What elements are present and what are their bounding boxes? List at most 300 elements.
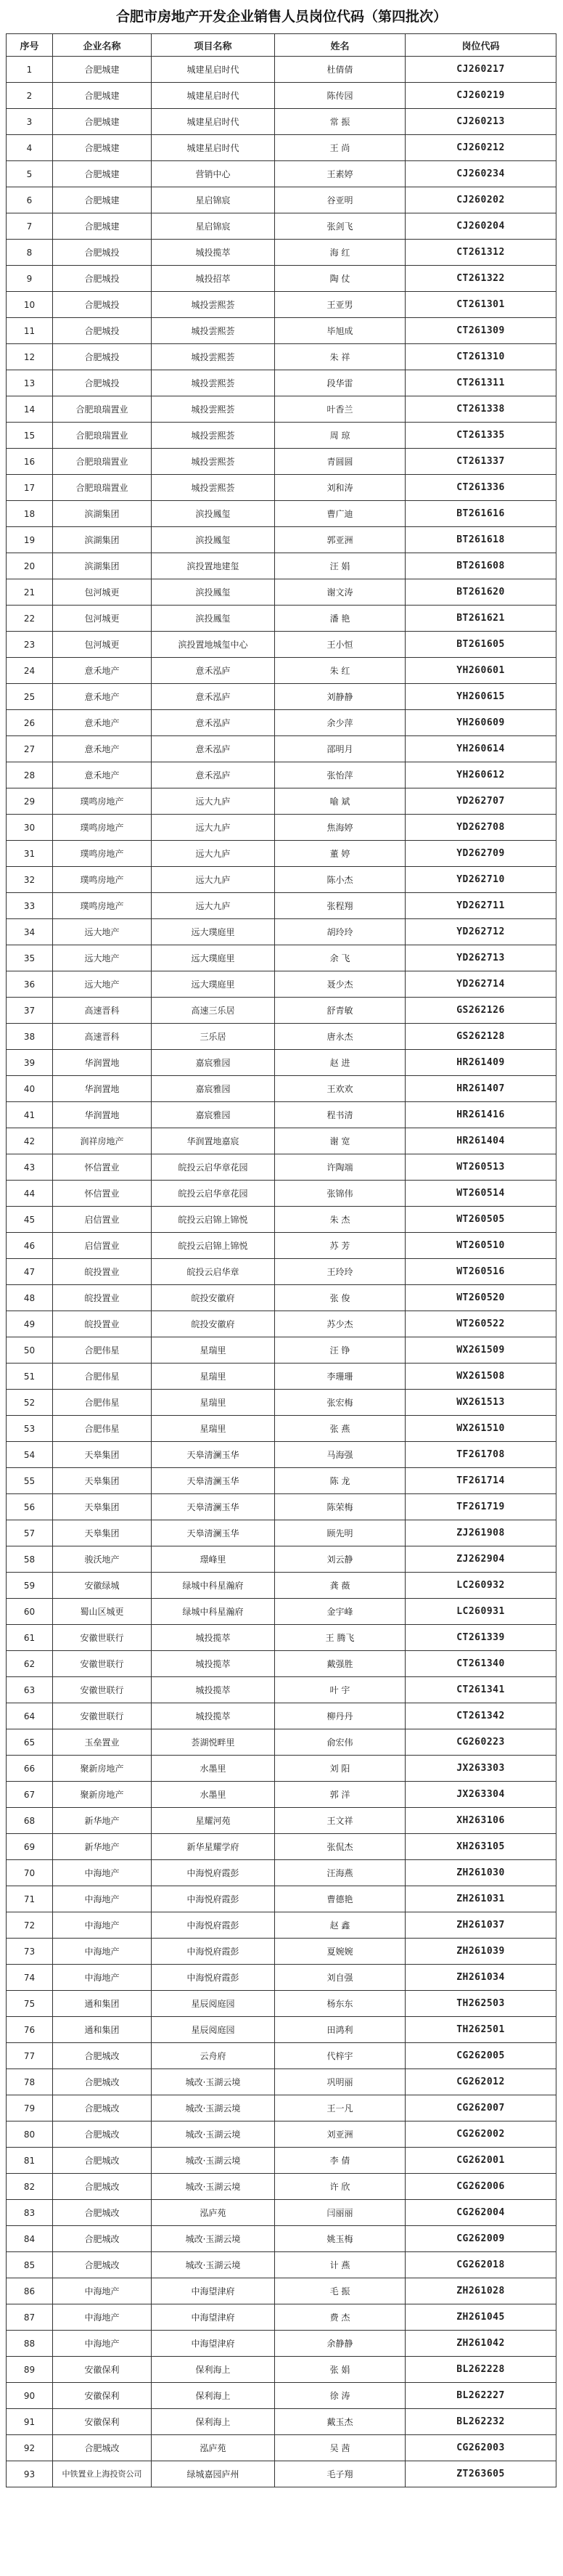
cell-seq: 4 bbox=[7, 135, 53, 161]
cell-company: 安徽保利 bbox=[53, 2409, 152, 2435]
cell-code: WT260510 bbox=[406, 1233, 556, 1259]
cell-seq: 76 bbox=[7, 2017, 53, 2043]
table-row bbox=[7, 501, 556, 527]
table-row bbox=[7, 998, 556, 1024]
cell-seq: 72 bbox=[7, 1912, 53, 1939]
cell-name: 赵 鑫 bbox=[275, 1912, 406, 1939]
table-row bbox=[7, 762, 556, 788]
table-row bbox=[7, 2043, 556, 2069]
cell-code: WT260514 bbox=[406, 1181, 556, 1207]
cell-name: 陈小杰 bbox=[275, 867, 406, 893]
table-row bbox=[7, 1416, 556, 1442]
table-row bbox=[7, 684, 556, 710]
table-row bbox=[7, 632, 556, 658]
table-row bbox=[7, 2200, 556, 2226]
cell-name: 聂少杰 bbox=[275, 971, 406, 998]
cell-seq: 55 bbox=[7, 1468, 53, 1494]
cell-seq: 3 bbox=[7, 109, 53, 135]
cell-code: CG262003 bbox=[406, 2435, 556, 2461]
cell-name: 程书清 bbox=[275, 1102, 406, 1128]
cell-seq: 29 bbox=[7, 788, 53, 815]
table-row bbox=[7, 1024, 556, 1050]
cell-code: CT261310 bbox=[406, 344, 556, 370]
cell-company: 滨湖集团 bbox=[53, 527, 152, 553]
cell-code: JX263303 bbox=[406, 1756, 556, 1782]
cell-seq: 90 bbox=[7, 2383, 53, 2409]
cell-seq: 7 bbox=[7, 213, 53, 240]
table-row bbox=[7, 606, 556, 632]
table-row bbox=[7, 1965, 556, 1991]
cell-project: 营销中心 bbox=[152, 161, 275, 187]
cell-name: 李珊珊 bbox=[275, 1364, 406, 1390]
cell-name: 计 燕 bbox=[275, 2252, 406, 2278]
cell-code: BT261608 bbox=[406, 553, 556, 579]
cell-project: 城建星启时代 bbox=[152, 83, 275, 109]
cell-company: 启信置业 bbox=[53, 1233, 152, 1259]
table-row bbox=[7, 1128, 556, 1154]
cell-code: JX263304 bbox=[406, 1782, 556, 1808]
cell-name: 许陶端 bbox=[275, 1154, 406, 1181]
cell-seq: 80 bbox=[7, 2121, 53, 2148]
table-row bbox=[7, 1520, 556, 1546]
cell-code: YD262708 bbox=[406, 815, 556, 841]
cell-company: 合肥城改 bbox=[53, 2148, 152, 2174]
cell-code: ZJ262904 bbox=[406, 1546, 556, 1573]
cell-name: 潘 艳 bbox=[275, 606, 406, 632]
cell-name: 张锦伟 bbox=[275, 1181, 406, 1207]
cell-project: 水墨里 bbox=[152, 1782, 275, 1808]
cell-seq: 75 bbox=[7, 1991, 53, 2017]
cell-seq: 27 bbox=[7, 736, 53, 762]
cell-company: 合肥伟星 bbox=[53, 1337, 152, 1364]
cell-seq: 49 bbox=[7, 1311, 53, 1337]
cell-code: XH263105 bbox=[406, 1834, 556, 1860]
cell-code: CT261311 bbox=[406, 370, 556, 396]
cell-project: 星辰阅庭园 bbox=[152, 2017, 275, 2043]
cell-company: 中海地产 bbox=[53, 1965, 152, 1991]
cell-seq: 30 bbox=[7, 815, 53, 841]
cell-name: 陈 龙 bbox=[275, 1468, 406, 1494]
cell-code: BL262227 bbox=[406, 2383, 556, 2409]
cell-seq: 41 bbox=[7, 1102, 53, 1128]
cell-seq: 84 bbox=[7, 2226, 53, 2252]
cell-company: 怀信置业 bbox=[53, 1181, 152, 1207]
cell-name: 王欢欢 bbox=[275, 1076, 406, 1102]
cell-project: 城投揽萃 bbox=[152, 1703, 275, 1729]
cell-company: 中海地产 bbox=[53, 1912, 152, 1939]
cell-code: CJ260219 bbox=[406, 83, 556, 109]
cell-code: CG262007 bbox=[406, 2095, 556, 2121]
table-row bbox=[7, 2174, 556, 2200]
cell-name: 王玲玲 bbox=[275, 1259, 406, 1285]
cell-project: 中海悦府霞彭 bbox=[152, 1939, 275, 1965]
cell-code: YH260612 bbox=[406, 762, 556, 788]
cell-company: 中海地产 bbox=[53, 2331, 152, 2357]
cell-code: WX261513 bbox=[406, 1390, 556, 1416]
table-row bbox=[7, 396, 556, 423]
cell-seq: 10 bbox=[7, 292, 53, 318]
cell-seq: 39 bbox=[7, 1050, 53, 1076]
cell-company: 通和集团 bbox=[53, 1991, 152, 2017]
cell-company: 合肥城改 bbox=[53, 2095, 152, 2121]
cell-company: 璞鸣房地产 bbox=[53, 815, 152, 841]
cell-project: 中海悦府霞彭 bbox=[152, 1912, 275, 1939]
table-row bbox=[7, 1259, 556, 1285]
cell-name: 许 欣 bbox=[275, 2174, 406, 2200]
cell-seq: 21 bbox=[7, 579, 53, 606]
cell-name: 舒青敏 bbox=[275, 998, 406, 1024]
cell-code: ZH261039 bbox=[406, 1939, 556, 1965]
cell-project: 星启锦宸 bbox=[152, 213, 275, 240]
cell-seq: 81 bbox=[7, 2148, 53, 2174]
table-row bbox=[7, 1886, 556, 1912]
cell-company: 合肥城改 bbox=[53, 2174, 152, 2200]
cell-name: 巩明丽 bbox=[275, 2069, 406, 2095]
cell-project: 城改·玉湖云境 bbox=[152, 2174, 275, 2200]
cell-name: 陈传园 bbox=[275, 83, 406, 109]
cell-project: 滨投鳳玺 bbox=[152, 527, 275, 553]
cell-name: 杨东东 bbox=[275, 1991, 406, 2017]
cell-code: CT261309 bbox=[406, 318, 556, 344]
cell-seq: 57 bbox=[7, 1520, 53, 1546]
cell-seq: 54 bbox=[7, 1442, 53, 1468]
cell-name: 余 飞 bbox=[275, 945, 406, 971]
cell-name: 张 娟 bbox=[275, 2357, 406, 2383]
cell-company: 合肥伟星 bbox=[53, 1416, 152, 1442]
cell-project: 三乐居 bbox=[152, 1024, 275, 1050]
cell-company: 中海地产 bbox=[53, 1860, 152, 1886]
cell-company: 合肥城投 bbox=[53, 370, 152, 396]
table-row bbox=[7, 1625, 556, 1651]
table-row bbox=[7, 1939, 556, 1965]
cell-name: 曹广迪 bbox=[275, 501, 406, 527]
cell-project: 星瑞里 bbox=[152, 1390, 275, 1416]
cell-code: BL262232 bbox=[406, 2409, 556, 2435]
cell-project: 泓庐苑 bbox=[152, 2200, 275, 2226]
cell-project: 意禾泓庐 bbox=[152, 762, 275, 788]
cell-name: 唐永杰 bbox=[275, 1024, 406, 1050]
cell-code: YD262709 bbox=[406, 841, 556, 867]
table-row bbox=[7, 2226, 556, 2252]
cell-name: 青圆圆 bbox=[275, 449, 406, 475]
cell-seq: 50 bbox=[7, 1337, 53, 1364]
cell-seq: 70 bbox=[7, 1860, 53, 1886]
cell-project: 城投雲熙荟 bbox=[152, 370, 275, 396]
cell-company: 合肥城改 bbox=[53, 2252, 152, 2278]
table-row bbox=[7, 1573, 556, 1599]
table-row bbox=[7, 1442, 556, 1468]
cell-seq: 59 bbox=[7, 1573, 53, 1599]
table-row bbox=[7, 370, 556, 396]
cell-project: 滨投置地城玺中心 bbox=[152, 632, 275, 658]
table-row bbox=[7, 2357, 556, 2383]
table-row bbox=[7, 344, 556, 370]
header-code: 岗位代码 bbox=[406, 34, 556, 57]
cell-code: CT261335 bbox=[406, 423, 556, 449]
cell-project: 城投揽萃 bbox=[152, 1625, 275, 1651]
cell-project: 皖投云启华章 bbox=[152, 1259, 275, 1285]
cell-code: CT261340 bbox=[406, 1651, 556, 1677]
header-company: 企业名称 bbox=[53, 34, 152, 57]
table-row bbox=[7, 2121, 556, 2148]
table-row bbox=[7, 841, 556, 867]
cell-name: 叶 宇 bbox=[275, 1677, 406, 1703]
cell-project: 远大九庐 bbox=[152, 815, 275, 841]
cell-name: 段华雷 bbox=[275, 370, 406, 396]
table-row bbox=[7, 449, 556, 475]
header-seq: 序号 bbox=[7, 34, 53, 57]
cell-project: 城投揽萃 bbox=[152, 1677, 275, 1703]
cell-name: 王一凡 bbox=[275, 2095, 406, 2121]
cell-company: 璞鸣房地产 bbox=[53, 893, 152, 919]
cell-code: CG262006 bbox=[406, 2174, 556, 2200]
cell-code: CG262002 bbox=[406, 2121, 556, 2148]
cell-code: HR261407 bbox=[406, 1076, 556, 1102]
cell-project: 新华星耀学府 bbox=[152, 1834, 275, 1860]
table-row bbox=[7, 1364, 556, 1390]
cell-project: 中海悦府霞彭 bbox=[152, 1860, 275, 1886]
cell-seq: 13 bbox=[7, 370, 53, 396]
cell-company: 合肥城投 bbox=[53, 292, 152, 318]
cell-company: 意禾地产 bbox=[53, 684, 152, 710]
cell-seq: 85 bbox=[7, 2252, 53, 2278]
table-row bbox=[7, 1808, 556, 1834]
table-row bbox=[7, 318, 556, 344]
cell-seq: 20 bbox=[7, 553, 53, 579]
table-row bbox=[7, 736, 556, 762]
cell-company: 中海地产 bbox=[53, 2278, 152, 2304]
cell-name: 汪海燕 bbox=[275, 1860, 406, 1886]
cell-seq: 28 bbox=[7, 762, 53, 788]
cell-company: 意禾地产 bbox=[53, 658, 152, 684]
table-row bbox=[7, 57, 556, 83]
cell-code: WT260513 bbox=[406, 1154, 556, 1181]
cell-code: YH260601 bbox=[406, 658, 556, 684]
cell-company: 华润置地 bbox=[53, 1102, 152, 1128]
cell-code: YD262713 bbox=[406, 945, 556, 971]
cell-company: 璞鸣房地产 bbox=[53, 841, 152, 867]
cell-project: 星瑞里 bbox=[152, 1416, 275, 1442]
table-row bbox=[7, 1390, 556, 1416]
cell-company: 合肥城改 bbox=[53, 2121, 152, 2148]
cell-project: 皖投云启锦上锦悦 bbox=[152, 1207, 275, 1233]
cell-company: 合肥城建 bbox=[53, 57, 152, 83]
cell-name: 张 俊 bbox=[275, 1285, 406, 1311]
cell-company: 中海地产 bbox=[53, 1886, 152, 1912]
cell-company: 安徽世联行 bbox=[53, 1677, 152, 1703]
cell-code: GS262126 bbox=[406, 998, 556, 1024]
cell-company: 合肥城改 bbox=[53, 2043, 152, 2069]
cell-seq: 18 bbox=[7, 501, 53, 527]
cell-code: WX261508 bbox=[406, 1364, 556, 1390]
cell-company: 合肥城投 bbox=[53, 318, 152, 344]
cell-name: 曹德艳 bbox=[275, 1886, 406, 1912]
table-row bbox=[7, 1468, 556, 1494]
cell-name: 余少萍 bbox=[275, 710, 406, 736]
cell-code: YH260609 bbox=[406, 710, 556, 736]
cell-seq: 11 bbox=[7, 318, 53, 344]
cell-company: 天皋集团 bbox=[53, 1442, 152, 1468]
cell-company: 远大地产 bbox=[53, 971, 152, 998]
table-body bbox=[7, 57, 556, 2487]
cell-company: 滨湖集团 bbox=[53, 553, 152, 579]
cell-code: CJ260213 bbox=[406, 109, 556, 135]
cell-project: 中海望津府 bbox=[152, 2304, 275, 2331]
cell-code: WX261510 bbox=[406, 1416, 556, 1442]
cell-company: 皖投置业 bbox=[53, 1259, 152, 1285]
cell-project: 滨投鳳玺 bbox=[152, 579, 275, 606]
table-row bbox=[7, 292, 556, 318]
table-row bbox=[7, 658, 556, 684]
cell-project: 城改·玉湖云境 bbox=[152, 2069, 275, 2095]
table-row bbox=[7, 1729, 556, 1756]
cell-code: ZT263605 bbox=[406, 2461, 556, 2487]
cell-seq: 79 bbox=[7, 2095, 53, 2121]
cell-name: 马海强 bbox=[275, 1442, 406, 1468]
cell-company: 远大地产 bbox=[53, 919, 152, 945]
cell-code: ZH261037 bbox=[406, 1912, 556, 1939]
cell-code: CG262009 bbox=[406, 2226, 556, 2252]
table-row bbox=[7, 1834, 556, 1860]
cell-company: 合肥城投 bbox=[53, 344, 152, 370]
cell-project: 城投雲熙荟 bbox=[152, 318, 275, 344]
cell-project: 皖投安徽府 bbox=[152, 1285, 275, 1311]
cell-code: CG262004 bbox=[406, 2200, 556, 2226]
cell-project: 城投雲熙荟 bbox=[152, 344, 275, 370]
table-row bbox=[7, 1991, 556, 2017]
cell-code: CT261312 bbox=[406, 240, 556, 266]
cell-name: 闫丽丽 bbox=[275, 2200, 406, 2226]
cell-name: 焦海婷 bbox=[275, 815, 406, 841]
cell-project: 城投揽萃 bbox=[152, 240, 275, 266]
cell-code: TF261708 bbox=[406, 1442, 556, 1468]
cell-company: 安徽保利 bbox=[53, 2383, 152, 2409]
cell-code: YH260615 bbox=[406, 684, 556, 710]
cell-project: 皖投安徽府 bbox=[152, 1311, 275, 1337]
cell-project: 城改·玉湖云境 bbox=[152, 2121, 275, 2148]
cell-name: 朱 红 bbox=[275, 658, 406, 684]
cell-code: YD262710 bbox=[406, 867, 556, 893]
cell-seq: 69 bbox=[7, 1834, 53, 1860]
cell-project: 城投雲熙荟 bbox=[152, 423, 275, 449]
cell-code: CG262018 bbox=[406, 2252, 556, 2278]
cell-name: 张怡萍 bbox=[275, 762, 406, 788]
page-title: 合肥市房地产开发企业销售人员岗位代码（第四批次） bbox=[115, 9, 447, 25]
table-row bbox=[7, 2304, 556, 2331]
cell-name: 王亚男 bbox=[275, 292, 406, 318]
table-row bbox=[7, 867, 556, 893]
cell-seq: 60 bbox=[7, 1599, 53, 1625]
cell-project: 城投招萃 bbox=[152, 266, 275, 292]
cell-seq: 36 bbox=[7, 971, 53, 998]
cell-name: 张程翔 bbox=[275, 893, 406, 919]
cell-name: 毛子翔 bbox=[275, 2461, 406, 2487]
cell-code: CG262005 bbox=[406, 2043, 556, 2069]
cell-project: 皖投云启锦上锦悦 bbox=[152, 1233, 275, 1259]
cell-company: 璞鸣房地产 bbox=[53, 867, 152, 893]
cell-code: CT261341 bbox=[406, 1677, 556, 1703]
cell-name: 胡玲玲 bbox=[275, 919, 406, 945]
cell-seq: 45 bbox=[7, 1207, 53, 1233]
cell-company: 皖投置业 bbox=[53, 1285, 152, 1311]
cell-code: ZH261045 bbox=[406, 2304, 556, 2331]
cell-code: HR261404 bbox=[406, 1128, 556, 1154]
cell-name: 顾先明 bbox=[275, 1520, 406, 1546]
cell-seq: 5 bbox=[7, 161, 53, 187]
cell-company: 合肥城投 bbox=[53, 240, 152, 266]
cell-project: 星启锦宸 bbox=[152, 187, 275, 213]
cell-code: WT260516 bbox=[406, 1259, 556, 1285]
cell-seq: 89 bbox=[7, 2357, 53, 2383]
cell-code: BT261616 bbox=[406, 501, 556, 527]
table-row bbox=[7, 1599, 556, 1625]
cell-company: 安徽世联行 bbox=[53, 1625, 152, 1651]
cell-project: 天皋清澜玉华 bbox=[152, 1520, 275, 1546]
cell-name: 苏 芳 bbox=[275, 1233, 406, 1259]
cell-name: 代梓宇 bbox=[275, 2043, 406, 2069]
cell-seq: 6 bbox=[7, 187, 53, 213]
cell-seq: 16 bbox=[7, 449, 53, 475]
cell-project: 城改·玉湖云境 bbox=[152, 2252, 275, 2278]
cell-code: BT261618 bbox=[406, 527, 556, 553]
cell-project: 远大璞庭里 bbox=[152, 971, 275, 998]
cell-name: 毕旭成 bbox=[275, 318, 406, 344]
table-row bbox=[7, 135, 556, 161]
cell-name: 刘云静 bbox=[275, 1546, 406, 1573]
cell-project: 绿城中科星瀚府 bbox=[152, 1599, 275, 1625]
table-row bbox=[7, 710, 556, 736]
table-row bbox=[7, 1677, 556, 1703]
cell-company: 天皋集团 bbox=[53, 1468, 152, 1494]
cell-name: 周 琼 bbox=[275, 423, 406, 449]
cell-seq: 22 bbox=[7, 606, 53, 632]
cell-project: 城改·玉湖云境 bbox=[152, 2095, 275, 2121]
cell-company: 合肥伟星 bbox=[53, 1390, 152, 1416]
cell-company: 通和集团 bbox=[53, 2017, 152, 2043]
cell-seq: 51 bbox=[7, 1364, 53, 1390]
cell-company: 意禾地产 bbox=[53, 736, 152, 762]
cell-project: 远大九庐 bbox=[152, 893, 275, 919]
table-row bbox=[7, 83, 556, 109]
table-row bbox=[7, 2069, 556, 2095]
cell-project: 城改·玉湖云境 bbox=[152, 2226, 275, 2252]
cell-company: 远大地产 bbox=[53, 945, 152, 971]
table-row bbox=[7, 1311, 556, 1337]
cell-code: CT261322 bbox=[406, 266, 556, 292]
cell-code: ZJ261908 bbox=[406, 1520, 556, 1546]
staff-code-table bbox=[6, 33, 556, 2487]
cell-name: 费 杰 bbox=[275, 2304, 406, 2331]
cell-code: ZH261030 bbox=[406, 1860, 556, 1886]
cell-project: 滨投置地建玺 bbox=[152, 553, 275, 579]
cell-seq: 71 bbox=[7, 1886, 53, 1912]
cell-code: CJ260204 bbox=[406, 213, 556, 240]
cell-seq: 58 bbox=[7, 1546, 53, 1573]
cell-project: 天皋清澜玉华 bbox=[152, 1442, 275, 1468]
cell-seq: 92 bbox=[7, 2435, 53, 2461]
cell-project: 保利海上 bbox=[152, 2409, 275, 2435]
cell-project: 中海悦府霞彭 bbox=[152, 1886, 275, 1912]
cell-code: WT260505 bbox=[406, 1207, 556, 1233]
cell-code: BT261605 bbox=[406, 632, 556, 658]
cell-project: 城改·玉湖云境 bbox=[152, 2148, 275, 2174]
table-row bbox=[7, 2383, 556, 2409]
cell-seq: 56 bbox=[7, 1494, 53, 1520]
cell-company: 包河城更 bbox=[53, 606, 152, 632]
cell-company: 新华地产 bbox=[53, 1808, 152, 1834]
cell-company: 中铁置业上海投资公司 bbox=[53, 2461, 152, 2487]
cell-project: 意禾泓庐 bbox=[152, 736, 275, 762]
